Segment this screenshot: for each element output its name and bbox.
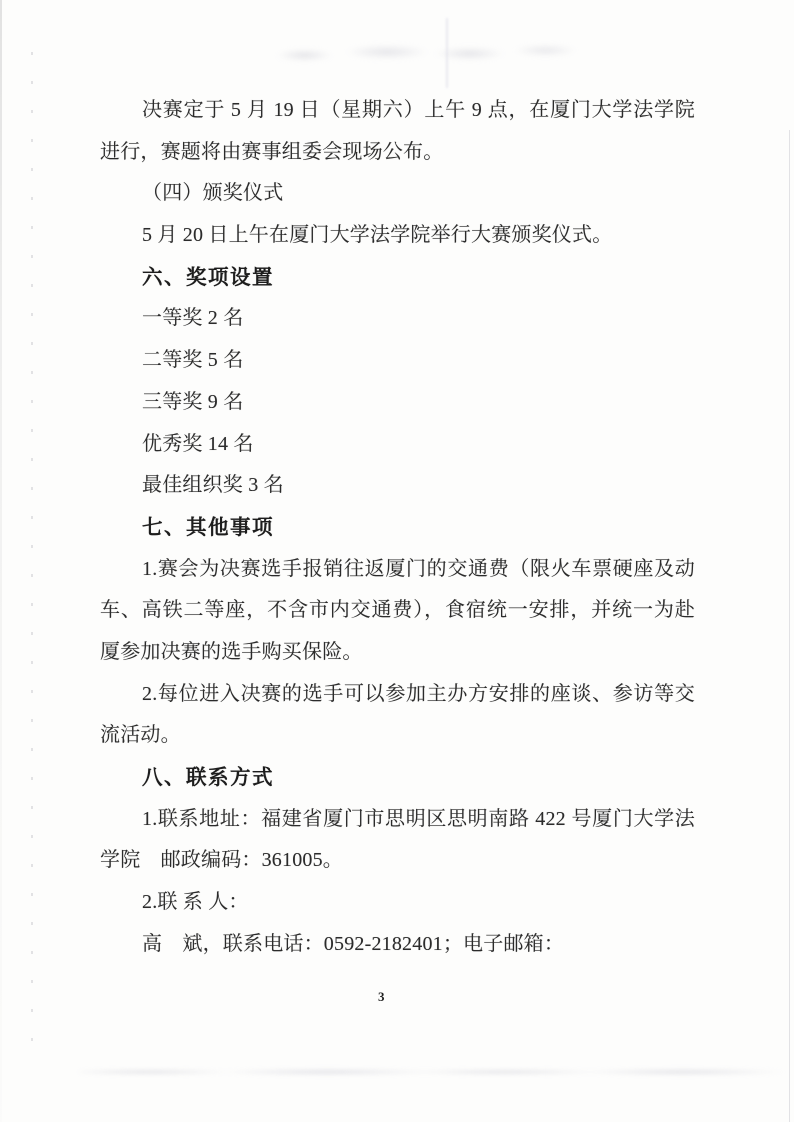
- line-contact-address-1: 1.联系地址：福建省厦门市思明区思明南路 422 号厦门大学法: [142, 807, 695, 830]
- line-other-matters-1b: 车、高铁二等座，不含市内交通费），食宿统一安排，并统一为赴: [100, 599, 695, 622]
- line-other-matters-1c: 厦参加决赛的选手购买保险。: [100, 640, 363, 663]
- document-text-block: [100, 90, 695, 965]
- line-other-matters-2b: 流活动。: [100, 724, 181, 747]
- line-third-prize: 三等奖 9 名: [142, 390, 244, 413]
- line-best-organization-prize: 最佳组织奖 3 名: [142, 474, 284, 497]
- line-final-time-1: 决赛定于 5 月 19 日（星期六）上午 9 点，在厦门大学法学院: [142, 99, 695, 121]
- line-award-ceremony-label: （四）颁奖仪式: [142, 182, 284, 205]
- line-other-matters-2a: 2.每位进入决赛的选手可以参加主办方安排的座谈、参访等交: [142, 682, 695, 705]
- scan-smudge-vertical-line: [446, 18, 448, 88]
- line-contact-address-2: 学院 邮政编码：361005。: [100, 849, 343, 872]
- heading-awards: 六、奖项设置: [142, 265, 274, 289]
- line-contact-person-label: 2.联 系 人：: [142, 891, 249, 914]
- left-scan-edge: [0, 0, 2, 1122]
- scan-smudge-bottom: [78, 1067, 790, 1077]
- heading-other-matters: 七、其他事项: [142, 515, 274, 539]
- scan-smudge-top: [255, 36, 585, 68]
- line-contact-person-info: 高 斌，联系电话：0592-2182401；电子邮箱：: [142, 932, 565, 955]
- line-other-matters-1a: 1.赛会为决赛选手报销往返厦门的交通费（限火车票硬座及动: [142, 557, 695, 580]
- margin-tick-marks: [31, 52, 33, 1064]
- line-first-prize: 一等奖 2 名: [142, 307, 244, 330]
- line-excellence-prize: 优秀奖 14 名: [142, 432, 254, 455]
- line-final-time-2: 进行，赛题将由赛事组委会现场公布。: [100, 140, 444, 163]
- line-second-prize: 二等奖 5 名: [142, 349, 244, 372]
- page-number: 3: [378, 989, 385, 1004]
- right-scan-edge: [789, 130, 790, 1122]
- heading-contact: 八、联系方式: [142, 766, 274, 789]
- line-award-ceremony-time: 5 月 20 日上午在厦门大学法学院举行大赛颁奖仪式。: [142, 224, 613, 247]
